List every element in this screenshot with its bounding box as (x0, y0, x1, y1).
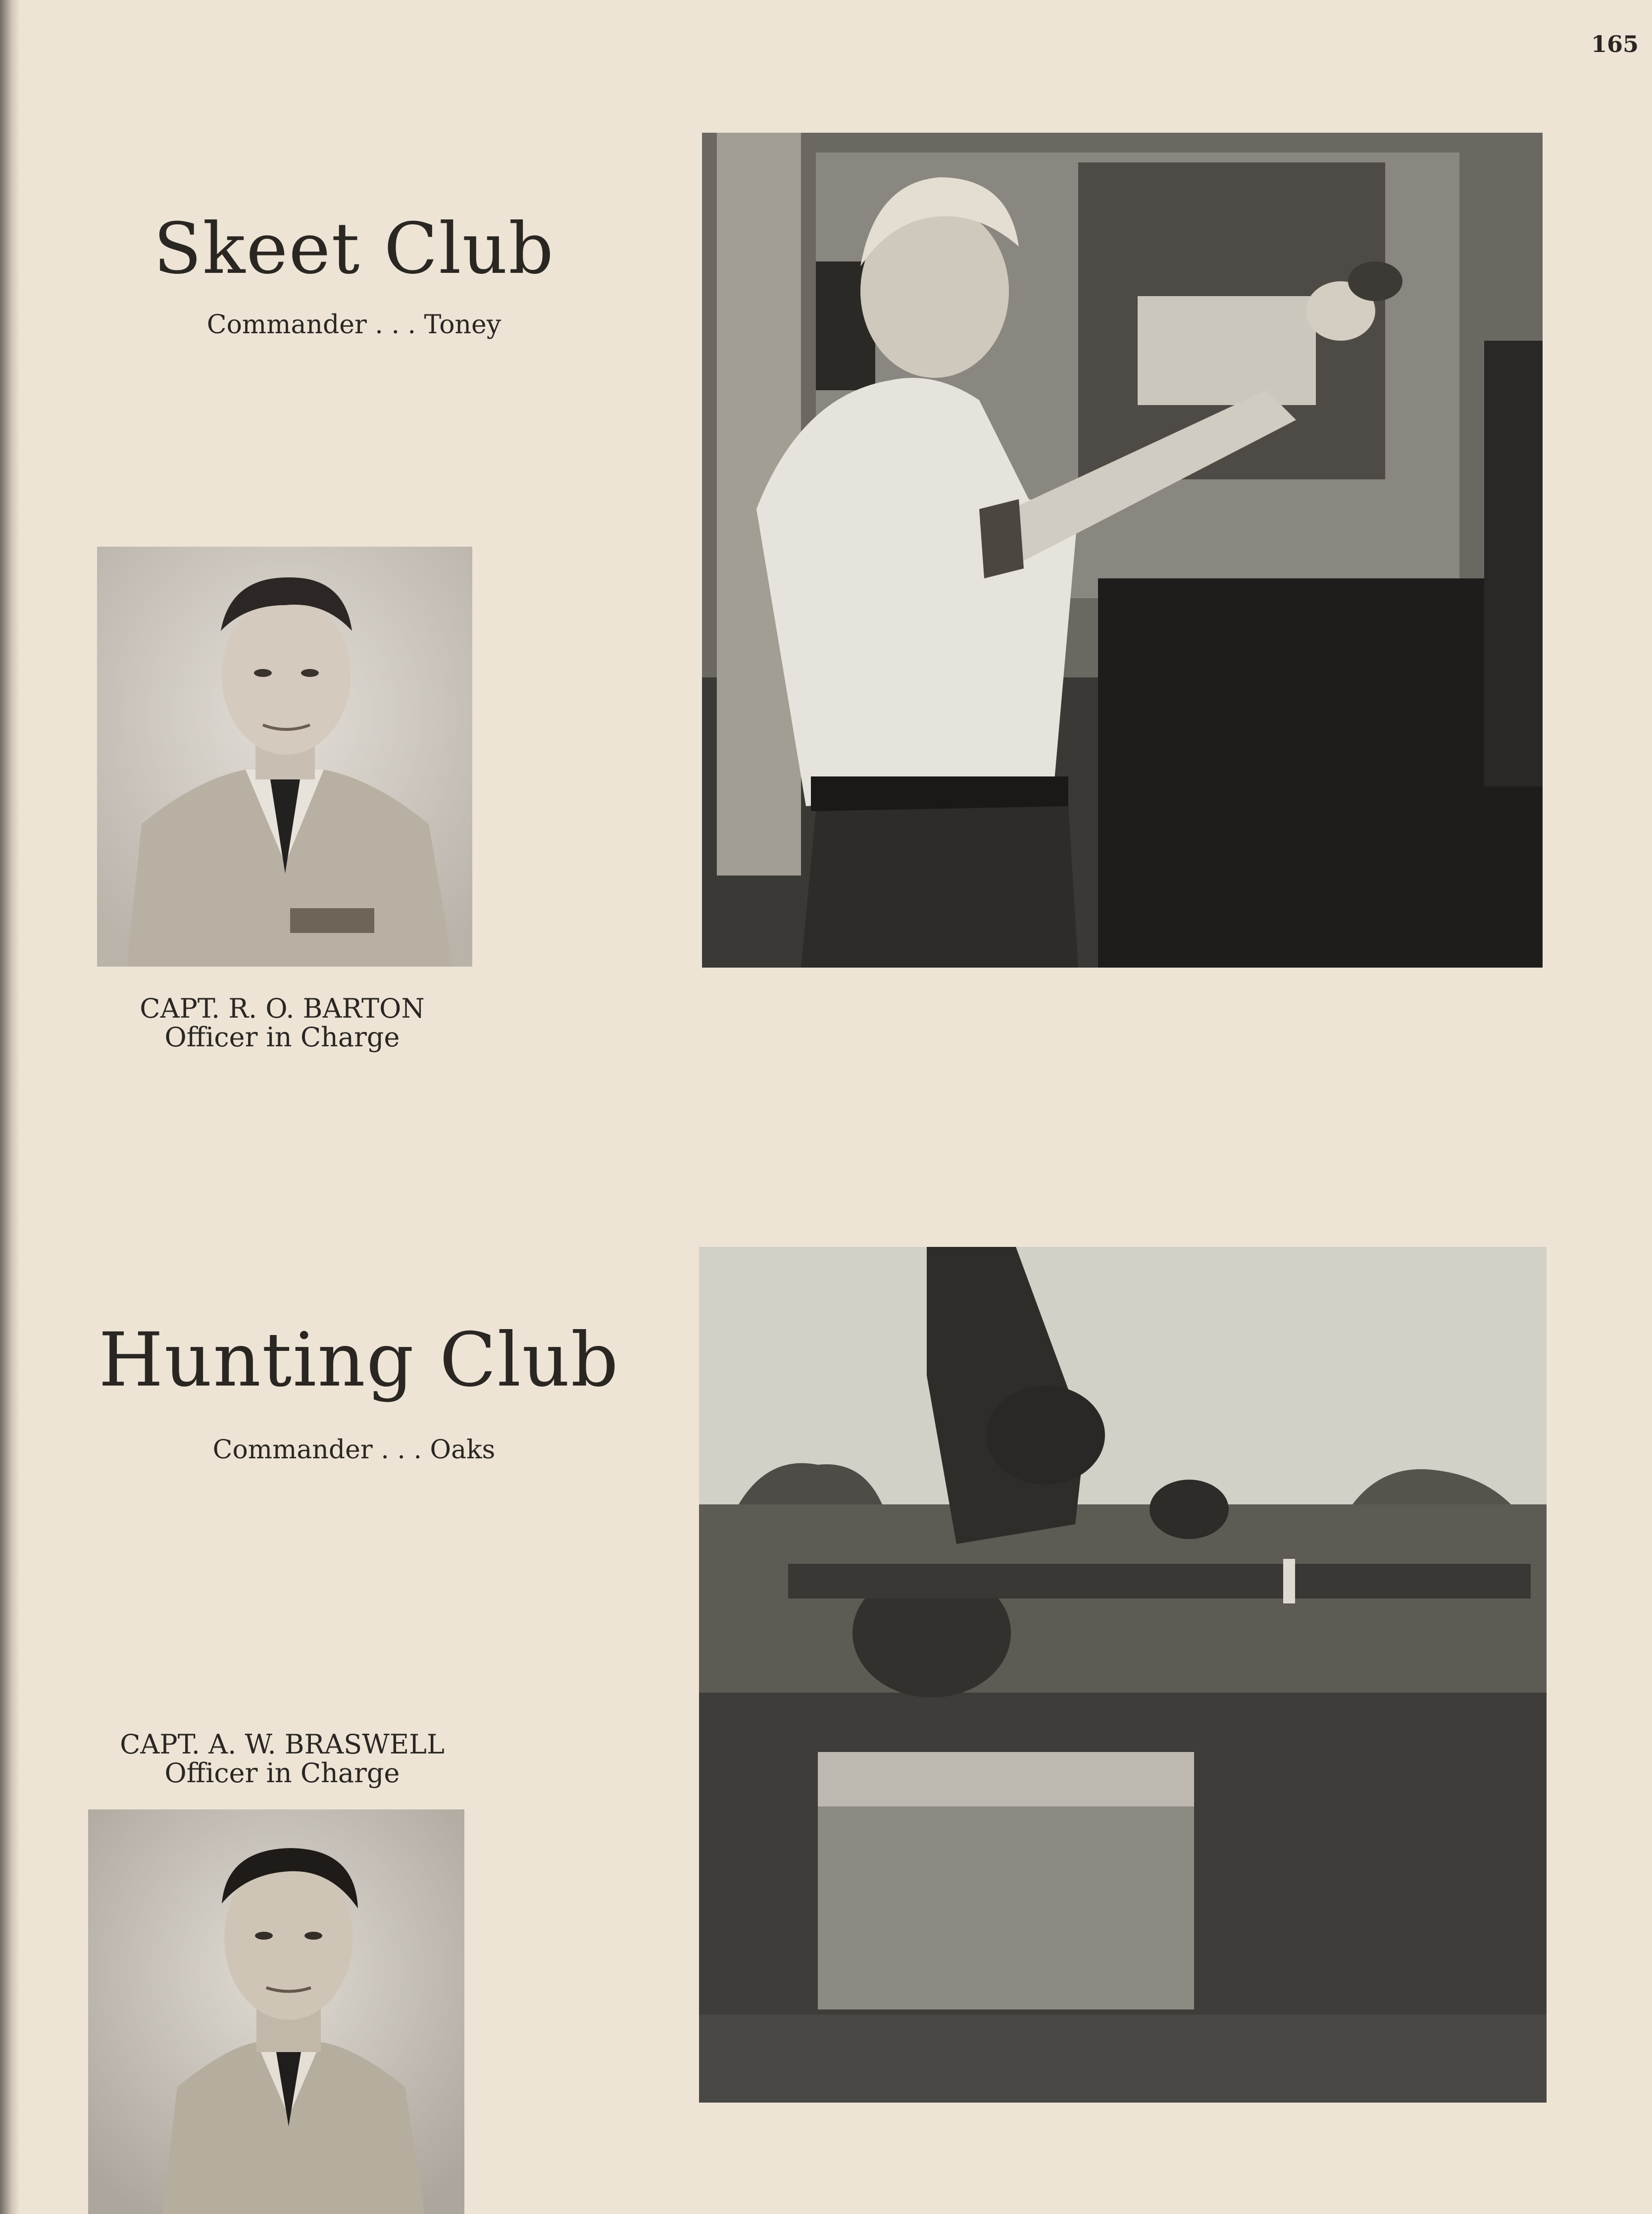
braswell-portrait-photo (88, 1809, 464, 2214)
barton-name: CAPT. R. O. BARTON (140, 993, 425, 1024)
hunting-club-heading: Hunting Club (99, 1317, 619, 1403)
barton-caption (89, 994, 475, 1052)
braswell-caption (89, 1730, 475, 1788)
barton-role: Officer in Charge (164, 1022, 400, 1053)
skeet-club-heading: Skeet Club (153, 208, 554, 290)
braswell-name: CAPT. A. W. BRASWELL (120, 1729, 445, 1760)
skeet-club-commander: Commander . . . Toney (206, 310, 501, 340)
braswell-role: Officer in Charge (164, 1757, 400, 1789)
skeet-club-photo (702, 133, 1543, 968)
page-binding-edge (0, 0, 20, 2214)
hunting-club-photo (699, 1247, 1547, 2103)
hunting-club-commander: Commander . . . Oaks (212, 1435, 496, 1465)
page-number: 165 (1591, 31, 1639, 57)
barton-portrait-photo (97, 547, 472, 967)
